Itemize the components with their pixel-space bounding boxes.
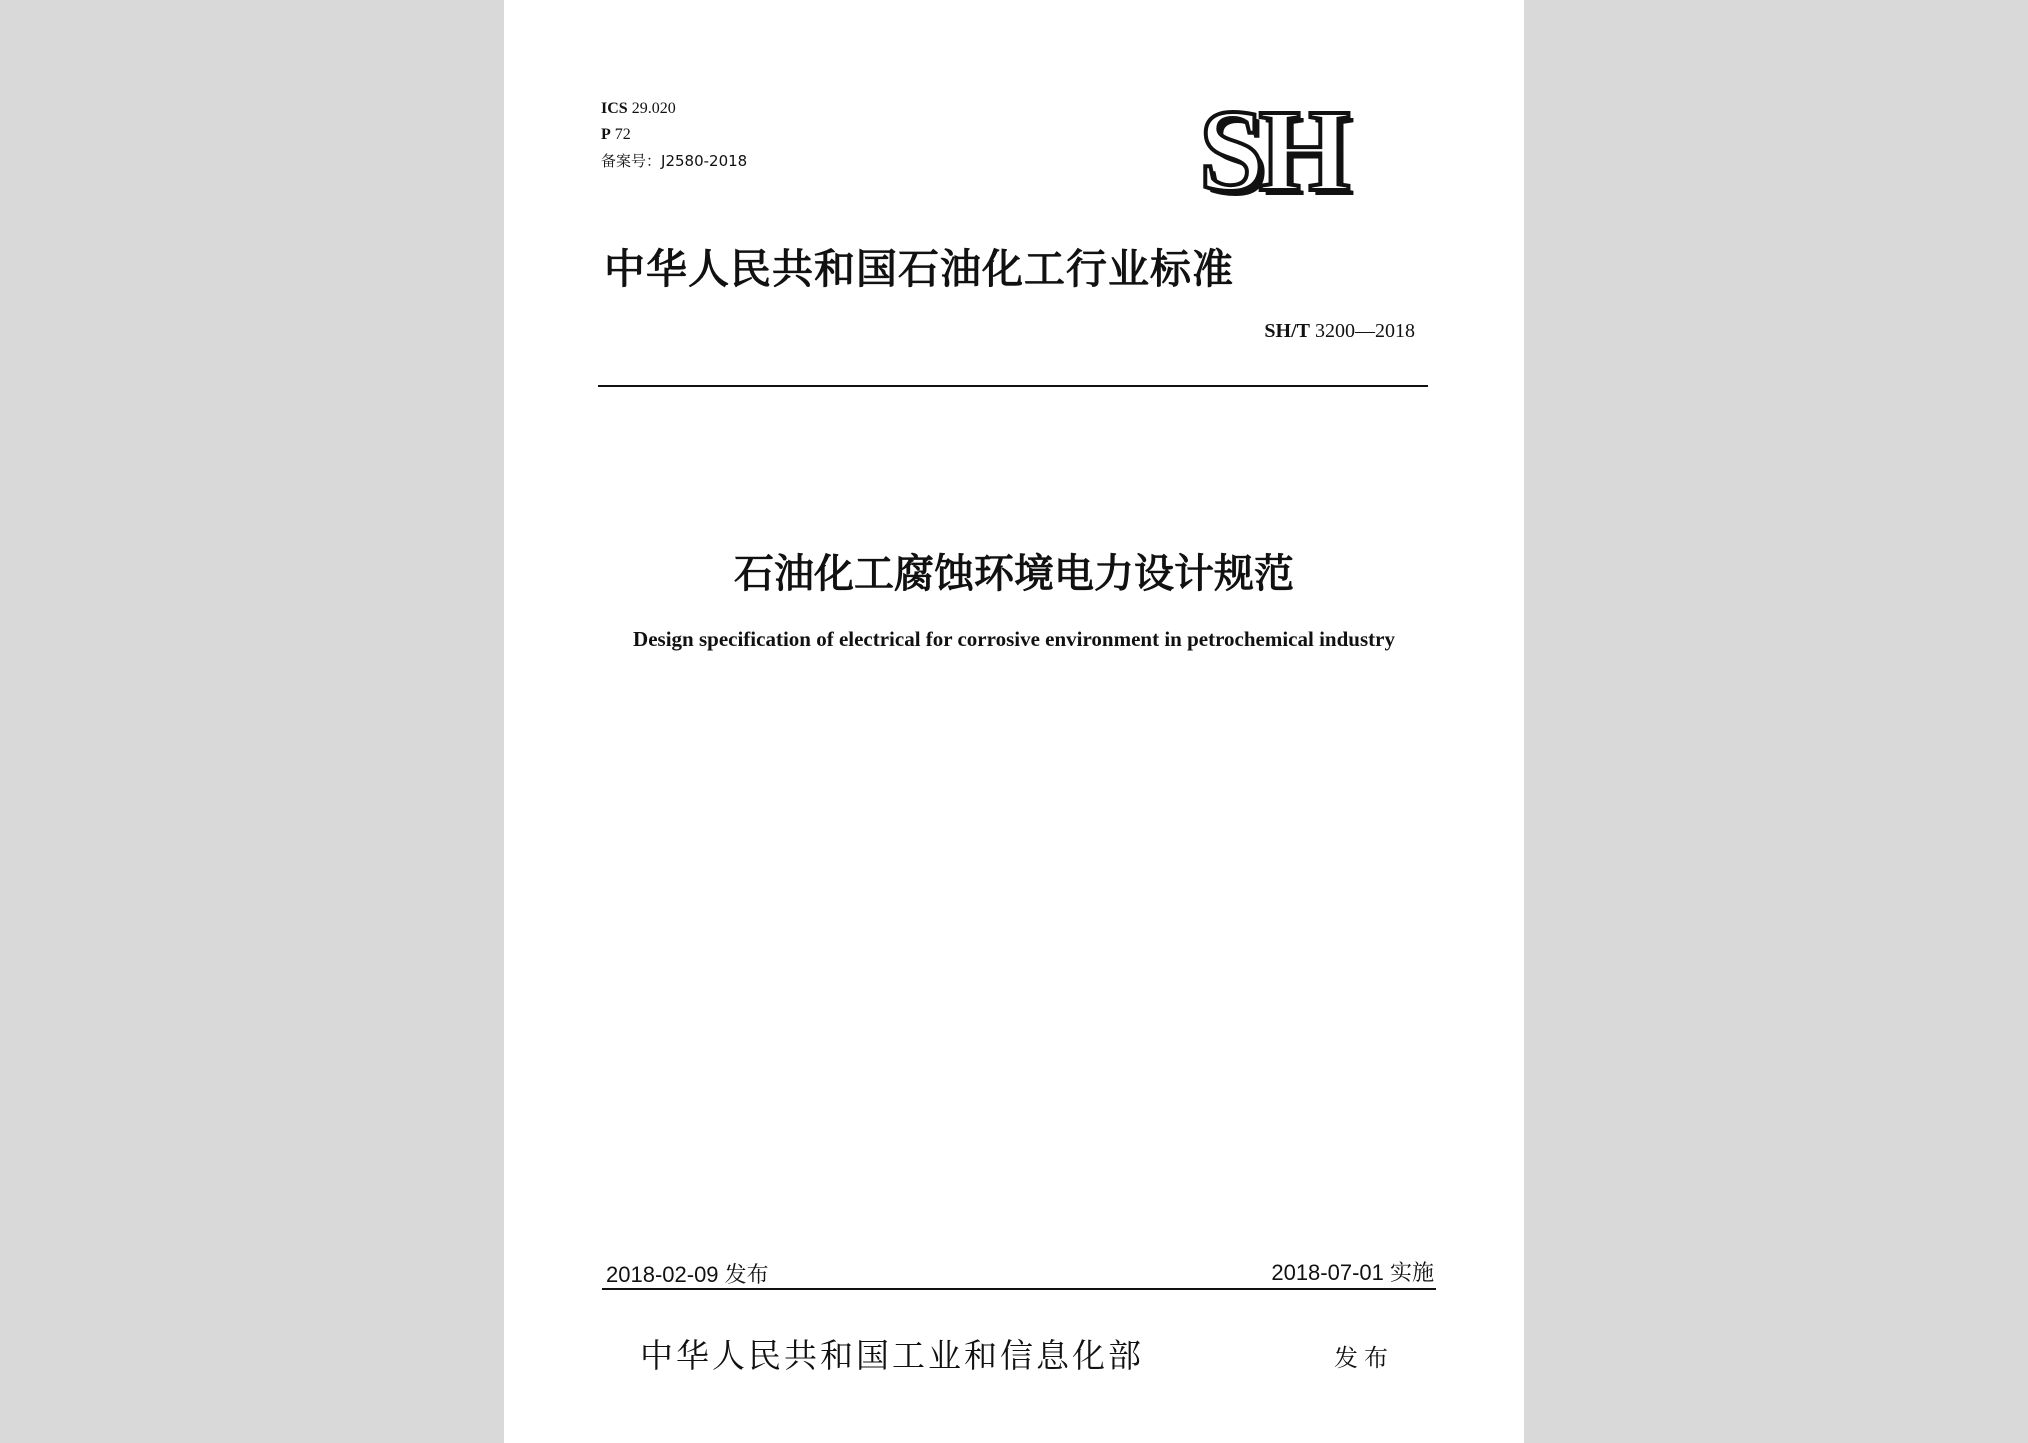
standard-number — [1264, 320, 1415, 343]
classification-code — [601, 127, 631, 143]
record-value: J2580-2018 — [661, 152, 748, 170]
footer-divider — [602, 1288, 1436, 1290]
ics-value: 29.020 — [631, 100, 676, 117]
issue-date: 2018-02-09 发布 — [606, 1262, 769, 1287]
document-title-cn: 石油化工腐蚀环境电力设计规范 — [734, 551, 1294, 597]
classification-label: P — [601, 126, 611, 143]
classification-value: 72 — [614, 126, 631, 143]
record-number — [601, 154, 747, 169]
standard-category: 中华人民共和国石油化工行业标准 — [604, 245, 1234, 293]
document-page — [504, 0, 1524, 1443]
publisher-label: 发布 — [1334, 1344, 1394, 1372]
ics-label: ICS — [601, 100, 628, 117]
publisher-name: 中华人民共和国工业和信息化部 — [640, 1336, 1144, 1375]
ics-code — [601, 101, 676, 117]
standard-number-value: 3200—2018 — [1315, 320, 1415, 342]
implementation-date: 2018-07-01 实施 — [1271, 1260, 1434, 1285]
record-label: 备案号： — [601, 152, 662, 170]
document-title-en: Design specification of electrical for corrosive environment in petrochemical industry — [633, 627, 1395, 651]
header-divider — [598, 385, 1428, 387]
sh-logo: SH — [1199, 85, 1345, 216]
standard-number-prefix: SH/T — [1264, 320, 1310, 342]
